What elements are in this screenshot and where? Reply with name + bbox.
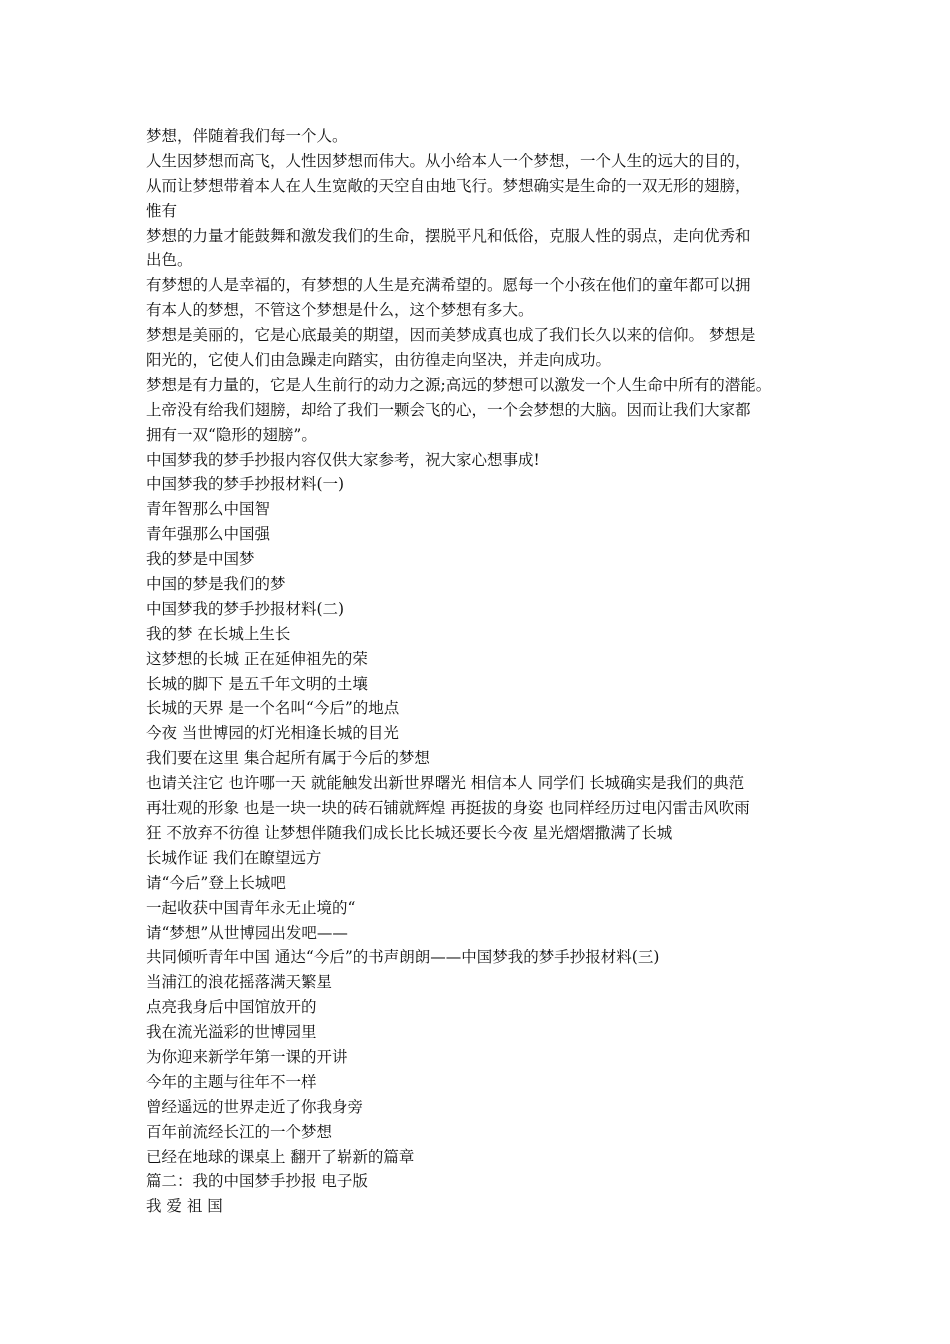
text-line-6: 出色。 xyxy=(146,251,193,270)
text-line-10: 阳光的，它使人们由急躁走向踏实，由彷徨走向坚决，并走向成功。 xyxy=(146,351,612,370)
text-line-1: 梦想，伴随着我们每一个人。 xyxy=(146,127,348,145)
text-line-7: 有梦想的人是幸福的，有梦想的人生是充满希望的。愿每一个小孩在他们的童年都可以拥 xyxy=(146,276,751,295)
text-line-35: 当浦江的浪花摇落满天繁星 xyxy=(146,973,333,992)
text-line-4: 惟有 xyxy=(146,201,178,220)
text-line-38: 为你迎来新学年第一课的开讲 xyxy=(146,1047,348,1066)
text-line-19: 中国的梦是我们的梦 xyxy=(146,575,286,594)
text-line-14: 中国梦我的梦手抄报内容仅供大家参考，祝大家心想事成! xyxy=(146,450,540,469)
chapter-heading: 篇二：我的中国梦手抄报 电子版 xyxy=(146,1172,368,1191)
text-line-21: 我的梦 在长城上生长 xyxy=(146,624,291,643)
document-body xyxy=(146,124,826,1219)
text-line-8: 有本人的梦想，不管这个梦想是什么，这个梦想有多大。 xyxy=(146,301,534,320)
text-line-22: 这梦想的长城 正在延伸祖先的荣 xyxy=(146,649,368,668)
text-line-17: 青年强那么中国强 xyxy=(146,525,271,544)
text-line-23: 长城的脚下 是五千年文明的土壤 xyxy=(146,674,368,693)
text-line-39: 今年的主题与往年不一样 xyxy=(146,1072,317,1091)
text-line-32: 一起收获中国青年永无止境的“ xyxy=(146,898,356,917)
text-line-12: 上帝没有给我们翅膀，却给了我们一颗会飞的心，一个会梦想的大脑。因而让我们大家都 xyxy=(146,400,751,419)
text-line-26: 我们要在这里 集合起所有属于今后的梦想 xyxy=(146,749,430,768)
section-heading-1: 中国梦我的梦手抄报材料(一) xyxy=(146,475,345,494)
text-line-30: 长城作证 我们在瞭望远方 xyxy=(146,848,322,867)
text-line-18: 我的梦是中国梦 xyxy=(146,550,255,569)
text-line-36: 点亮我身后中国馆放开的 xyxy=(146,998,317,1017)
text-line-24: 长城的天界 是一个名叫“今后”的地点 xyxy=(146,699,400,718)
section-heading-2: 中国梦我的梦手抄报材料(二) xyxy=(146,599,345,618)
text-line-13: 拥有一双“隐形的翅膀”。 xyxy=(146,425,317,444)
text-line-5: 梦想的力量才能鼓舞和激发我们的生命，摆脱平凡和低俗，克服人性的弱点，走向优秀和 xyxy=(146,226,751,245)
text-line-40: 曾经遥远的世界走近了你我身旁 xyxy=(146,1097,364,1116)
text-line-28: 再壮观的形象 也是一块一块的砖石铺就辉煌 再挺拔的身姿 也同样经历过电闪雷击风吹雨 xyxy=(146,799,750,818)
text-line-37: 我在流光溢彩的世博园里 xyxy=(146,1023,317,1042)
text-line-29: 狂 不放弃不彷徨 让梦想伴随我们成长比长城还要长今夜 星光熠熠撒满了长城 xyxy=(146,823,673,842)
text-line-44: 我 爱 祖 国 xyxy=(146,1197,223,1216)
text-line-9: 梦想是美丽的，它是心底最美的期望，因而美梦成真也成了我们长久以来的信仰。 梦想是 xyxy=(146,326,756,345)
text-line-34: 共同倾听青年中国 通达“今后”的书声朗朗——中国梦我的梦手抄报材料(三) xyxy=(146,948,660,967)
text-line-3: 从而让梦想带着本人在人生宽敞的天空自由地飞行。梦想确实是生命的一双无形的翅膀， xyxy=(146,176,751,195)
text-line-33: 请“梦想”从世博园出发吧—— xyxy=(146,923,348,942)
text-line-25: 今夜 当世博园的灯光相逢长城的目光 xyxy=(146,724,399,743)
text-line-16: 青年智那么中国智 xyxy=(146,500,271,519)
text-line-27: 也请关注它 也许哪一天 就能触发出新世界曙光 相信本人 同学们 长城确实是我们的典范 xyxy=(146,774,745,793)
text-line-31: 请“今后”登上长城吧 xyxy=(146,873,286,892)
text-line-41: 百年前流经长江的一个梦想 xyxy=(146,1122,333,1141)
text-line-2: 人生因梦想而高飞，人性因梦想而伟大。从小给本人一个梦想，一个人生的远大的目的， xyxy=(146,151,751,170)
text-line-42: 已经在地球的课桌上 翻开了崭新的篇章 xyxy=(146,1147,415,1166)
text-line-11: 梦想是有力量的，它是人生前行的动力之源;高远的梦想可以激发一个人生命中所有的潜能。 xyxy=(146,375,772,394)
